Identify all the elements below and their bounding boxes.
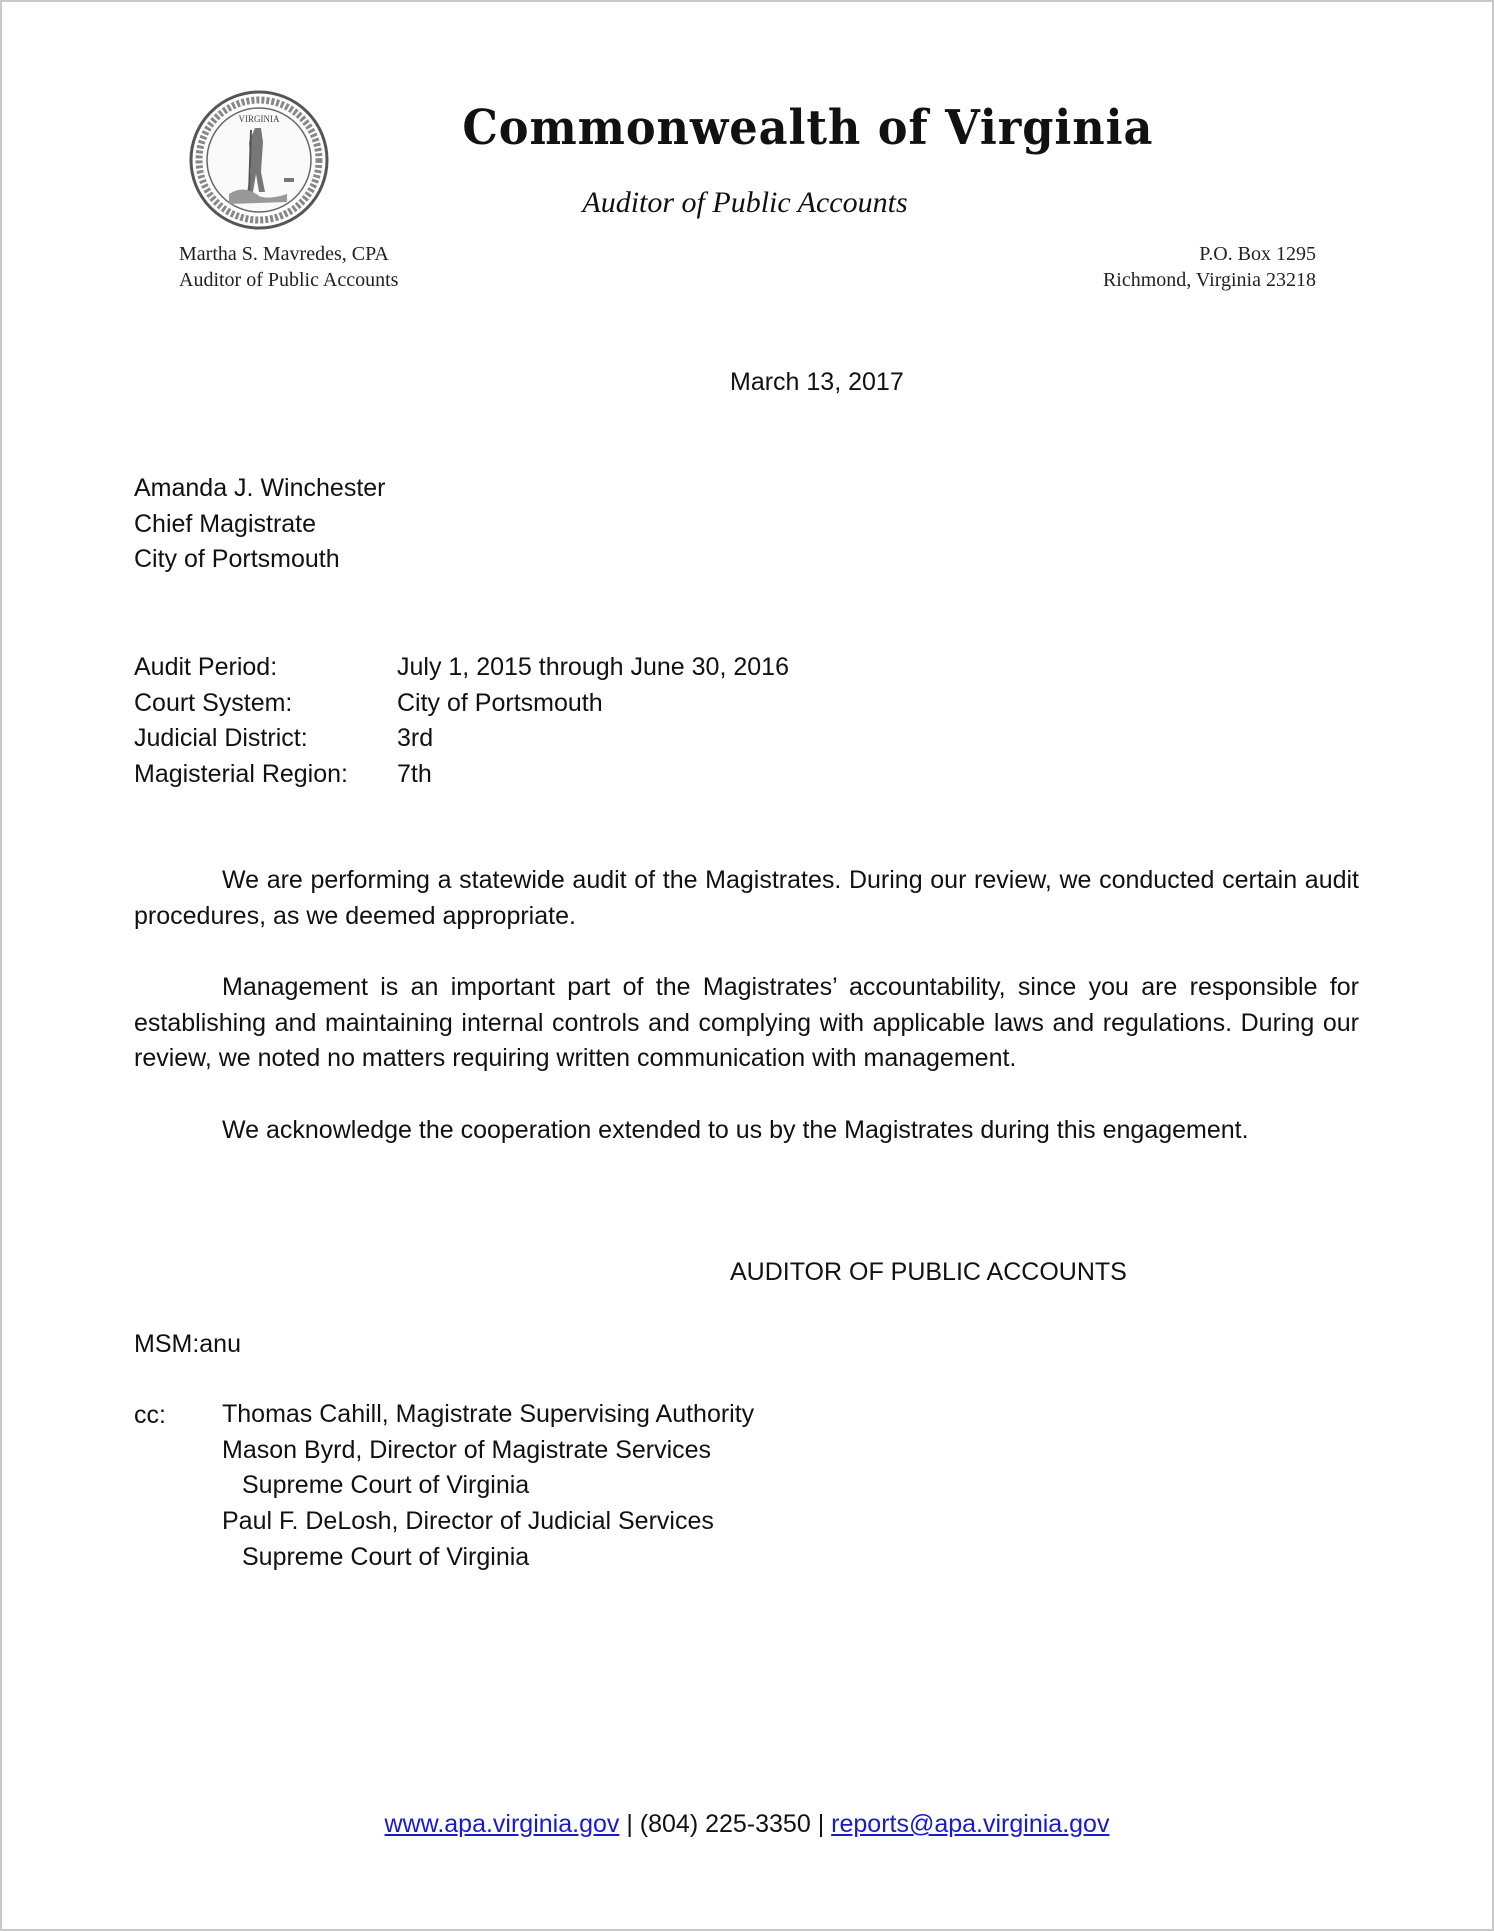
audit-info-label: Audit Period: (134, 653, 278, 681)
email-link[interactable]: reports@apa.virginia.gov (831, 1810, 1110, 1838)
letterhead-title: Commonwealth of Virginia (462, 100, 1154, 156)
audit-info-row (134, 650, 789, 686)
phone-number: (804) 225-3350 (639, 1810, 811, 1838)
audit-info-value: July 1, 2015 through June 30, 2016 (397, 653, 789, 681)
letter-date: March 13, 2017 (730, 368, 904, 396)
cc-item-affiliation: Supreme Court of Virginia (242, 1471, 530, 1500)
audit-info-row (134, 686, 789, 722)
paragraph-text: Management is an important part of the Magistrates’ accountability, since you are responsible for establishing and maintaining internal controls and complying with applicable laws and regulations. During our review, we noted no matters requiring written communication with management. (134, 973, 1359, 1072)
auditor-title: Auditor of Public Accounts (179, 269, 399, 291)
svg-text:VIRGINIA: VIRGINIA (238, 114, 280, 124)
cc-item-affiliation: Supreme Court of Virginia (242, 1542, 530, 1571)
footer-separator: | (626, 1810, 633, 1838)
website-link[interactable]: www.apa.virginia.gov (384, 1810, 620, 1838)
signature-block: AUDITOR OF PUBLIC ACCOUNTS (730, 1258, 1127, 1286)
cc-label: cc: (134, 1401, 166, 1429)
paragraph-text: We are performing a statewide audit of the Magistrates. During our review, we conducted certain audit procedures, as we deemed appropriate. (134, 866, 1359, 930)
po-box: P.O. Box 1295 (1199, 243, 1316, 265)
recipient-organization: City of Portsmouth (134, 545, 340, 573)
cc-list (222, 1397, 754, 1576)
audit-info-row (134, 721, 789, 757)
body-paragraph (134, 970, 1359, 1077)
address-block (1103, 241, 1316, 293)
audit-info-value: 7th (397, 760, 432, 789)
audit-info-label: Judicial District: (134, 724, 308, 753)
auditor-name-block (179, 241, 398, 293)
cc-item: Paul F. DeLosh, Director of Judicial Services (222, 1507, 714, 1536)
body-paragraph (134, 863, 1359, 934)
cc-item: Thomas Cahill, Magistrate Supervising Authority (222, 1400, 755, 1428)
audit-info-value: City of Portsmouth (397, 688, 603, 717)
initials: MSM:anu (134, 1330, 241, 1358)
paragraph-text: We acknowledge the cooperation extended to us by the Magistrates during this engagement. (222, 1116, 1249, 1144)
city-state-zip: Richmond, Virginia 23218 (1102, 269, 1316, 291)
recipient-block (134, 471, 386, 578)
audit-info-label: Magisterial Region: (134, 760, 348, 789)
letterhead-subtitle: Auditor of Public Accounts (582, 186, 908, 219)
audit-info-row (134, 757, 789, 793)
audit-info-label: Court System: (134, 688, 293, 717)
footer (0, 1806, 1494, 1842)
footer-separator: | (817, 1810, 825, 1838)
virginia-seal-logo (189, 90, 329, 230)
cc-item: Mason Byrd, Director of Magistrate Services (222, 1435, 712, 1464)
recipient-name: Amanda J. Winchester (134, 474, 386, 502)
recipient-title: Chief Magistrate (134, 509, 317, 538)
auditor-name: Martha S. Mavredes, CPA (179, 243, 389, 265)
body-paragraph (134, 1113, 1359, 1149)
audit-info-table (134, 650, 789, 793)
audit-info-value: 3rd (397, 724, 434, 753)
